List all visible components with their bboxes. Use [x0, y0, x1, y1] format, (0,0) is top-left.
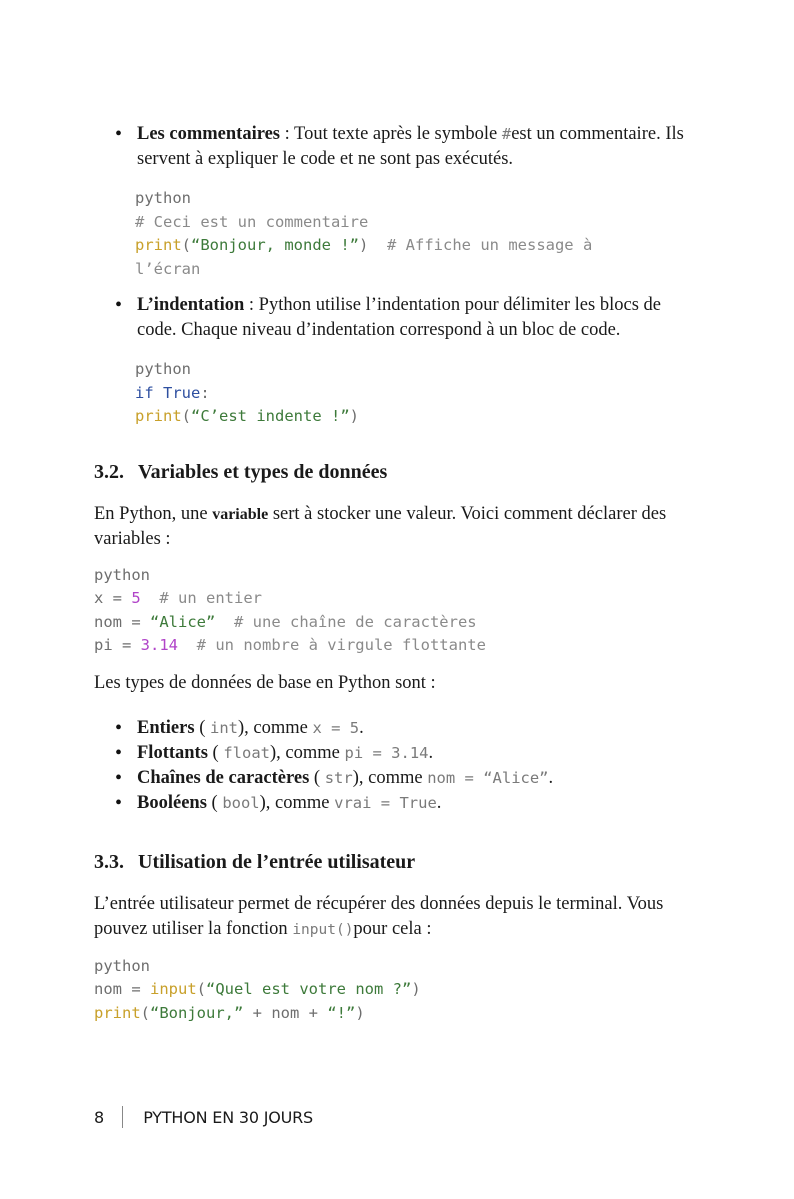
- code-line: l’écran: [135, 259, 201, 278]
- code-comment: # Affiche un message à: [368, 236, 593, 254]
- type-example: x = 5: [312, 718, 360, 737]
- code-fn: print: [94, 1003, 141, 1022]
- section-number: 3.3.: [94, 850, 124, 873]
- type-item-float: [94, 741, 704, 766]
- para-text: sert à stocker une valeur. Voici comment déclarer des variables :: [94, 503, 667, 549]
- page-content: [94, 122, 704, 1025]
- type-term: Flottants: [137, 742, 208, 763]
- code-fn: input: [150, 980, 197, 998]
- types-intro: Les types de données de base en Python sont :: [94, 672, 436, 693]
- term-indentation: L’indentation: [137, 295, 245, 315]
- code-line: [135, 382, 704, 406]
- type-code: bool: [222, 793, 260, 812]
- type-example: nom = “Alice”: [427, 768, 549, 787]
- code-string: “Bonjour, monde !”: [191, 236, 359, 254]
- type-item-bool: [94, 791, 704, 816]
- code-fn: print: [135, 236, 182, 254]
- bullet-indentation: [94, 293, 704, 343]
- code-punct: ): [411, 980, 421, 998]
- type-code: str: [324, 768, 353, 787]
- code-var: nom =: [94, 980, 150, 998]
- code-comment: # un nombre à virgule flottante: [178, 636, 486, 654]
- code-string: “Alice”: [150, 612, 216, 631]
- type-item-int: [94, 716, 704, 741]
- type-text: .: [436, 792, 442, 813]
- code-string: “!”: [327, 1003, 356, 1022]
- code-lang: python: [94, 565, 150, 584]
- code-var: nom =: [94, 612, 150, 631]
- type-code: float: [223, 743, 271, 762]
- type-text: (: [309, 767, 325, 788]
- type-text: .: [548, 767, 554, 788]
- book-title: PYTHON EN 30 JOURS: [143, 1107, 314, 1127]
- type-code: int: [209, 718, 238, 737]
- code-line: [94, 1002, 704, 1026]
- section-title: Variables et types de données: [138, 460, 388, 483]
- type-text: ), comme: [270, 742, 345, 763]
- code-number: 5: [131, 589, 141, 607]
- code-punct: :: [200, 383, 210, 402]
- code-line: # Ceci est un commentaire: [135, 212, 369, 231]
- hash-symbol: #: [501, 125, 512, 143]
- code-lang: python: [135, 360, 191, 378]
- type-text: (: [194, 717, 210, 738]
- code-string: “Quel est votre nom ?”: [206, 980, 412, 998]
- type-text: ), comme: [237, 717, 313, 738]
- code-line: [135, 234, 704, 258]
- type-text: (: [206, 792, 223, 813]
- para-text: L’entrée utilisateur permet de récupérer des données depuis le terminal. Vous pouvez utiliser la fonction: [94, 893, 664, 939]
- type-term: Booléens: [137, 792, 207, 813]
- code-block-variables: [94, 564, 704, 658]
- section-heading-input: [94, 849, 704, 875]
- bullet-text: : Python utilise l’indentation pour délimiter les blocs de code. Chaque niveau d’indentation correspond à un bloc de code.: [137, 295, 661, 340]
- type-text: ), comme: [259, 792, 335, 813]
- type-text: (: [207, 742, 224, 763]
- code-keyword: if: [135, 383, 154, 402]
- type-text: .: [428, 742, 434, 763]
- code-number: 3.14: [140, 636, 178, 654]
- code-punct: ): [349, 407, 359, 425]
- code-punct: ): [359, 236, 369, 254]
- code-keyword: True: [163, 383, 201, 402]
- code-lang: python: [94, 956, 150, 975]
- type-term: Entiers: [137, 717, 195, 738]
- bullet-list-indentation: [94, 293, 704, 343]
- code-var: + nom +: [243, 1003, 328, 1022]
- code-line: [135, 405, 704, 429]
- type-example: pi = 3.14: [344, 743, 429, 762]
- bullet-text: est un commentaire. Ils servent à expliquer le code et ne sont pas exécutés.: [137, 124, 684, 169]
- code-var: x =: [94, 589, 132, 607]
- para-text: En Python, une: [94, 503, 213, 524]
- code-line: [94, 587, 704, 611]
- bullet-text: : Tout texte après le symbole: [280, 124, 502, 144]
- section-title: Utilisation de l’entrée utilisateur: [138, 850, 416, 873]
- code-line: [94, 978, 704, 1002]
- type-text: ), comme: [352, 767, 428, 788]
- type-example: vrai = True: [334, 793, 437, 812]
- para-text: pour cela :: [353, 918, 432, 939]
- inline-code: input(): [292, 921, 354, 938]
- code-var: pi =: [94, 636, 141, 654]
- code-lang: python: [135, 189, 191, 207]
- code-comment: # un entier: [140, 589, 262, 607]
- section-heading-variables: [94, 459, 704, 485]
- footer-divider: [122, 1106, 123, 1128]
- section-number: 3.2.: [94, 460, 124, 483]
- code-line: [94, 611, 704, 635]
- code-fn: print: [135, 407, 182, 425]
- type-item-str: [94, 766, 704, 791]
- page-footer: [94, 1106, 313, 1128]
- bullet-comments: [94, 122, 704, 172]
- code-line: [94, 634, 704, 658]
- code-string: “C’est indente !”: [191, 407, 350, 425]
- bullet-list-comments: [94, 122, 704, 172]
- code-punct: (: [181, 236, 192, 254]
- type-term: Chaînes de caractères: [137, 767, 310, 788]
- intro-variables: [94, 502, 704, 552]
- code-block-indentation: [135, 358, 704, 429]
- code-string: “Bonjour,”: [150, 1003, 244, 1022]
- code-comment: # une chaîne de caractères: [215, 612, 477, 631]
- code-block-comments: [135, 187, 704, 281]
- code-punct: (: [140, 1003, 151, 1022]
- code-punct: (: [196, 980, 207, 998]
- bold-term: variable: [212, 505, 269, 523]
- page-number: 8: [94, 1107, 105, 1127]
- code-punct: ): [355, 1003, 365, 1022]
- code-punct: (: [181, 407, 192, 425]
- type-text: .: [359, 717, 364, 738]
- intro-input: [94, 892, 704, 943]
- code-block-input: [94, 955, 704, 1026]
- term-comments: Les commentaires: [137, 124, 280, 144]
- types-list: [94, 716, 704, 816]
